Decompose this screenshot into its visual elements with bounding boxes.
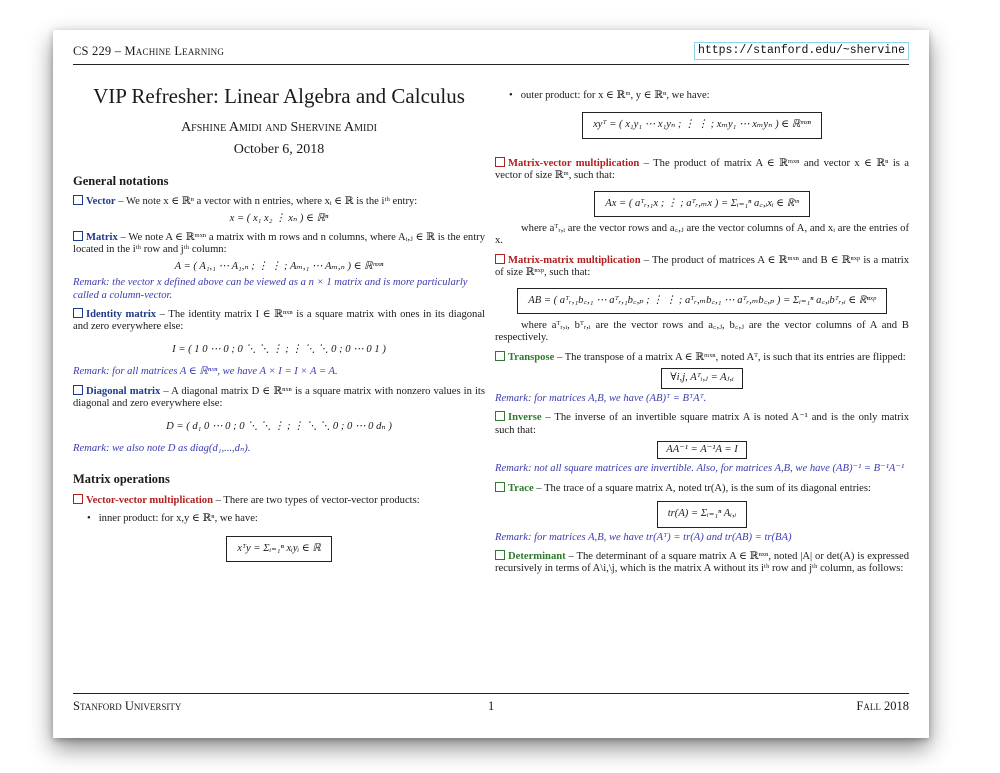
trace-definition: Trace – The trace of a square matrix A, noted tr(A), is the sum of its diagonal entries: [495,482,909,495]
document-authors: Afshine Amidi and Shervine Amidi [181,120,377,135]
mm-keyword: Matrix-matrix multiplication [495,255,641,266]
trace-equation: tr(A) = Σᵢ₌₁ⁿ Aᵢ,ᵢ [657,501,748,527]
identity-remark: Remark: for all matrices A ∈ ℝⁿˣⁿ, we have A × I = I × A = A. [73,366,338,378]
trace-remark: Remark: for matrices A,B, we have tr(Aᵀ) = tr(A) and tr(AB) = tr(BA) [495,531,792,543]
document-title: VIP Refresher: Linear Algebra and Calculus [93,84,465,108]
diagonal-definition: Diagonal matrix – A diagonal matrix D ∈ ℝⁿˣⁿ is a square matrix with nonzero values in its diagonal and zero everywhere else: [73,385,485,410]
mv-equation: Ax = ( aᵀᵣ,₁x ; ⋮ ; aᵀᵣ,ₘx ) = Σᵢ₌₁ⁿ a꜀,ᵢxᵢ ∈ ℝᵐ [594,191,810,217]
header-course: CS 229 – Machine Learning [73,44,225,58]
identity-definition: Identity matrix – The identity matrix I ∈ ℝⁿˣⁿ is a square matrix with ones in its diagonal and zero everywhere else: [73,309,485,333]
footer-rule [73,693,909,694]
inverse-keyword: Inverse [495,412,542,423]
transpose-equation: ∀i,j, Aᵀᵢ,ⱼ = Aⱼ,ᵢ [661,368,743,388]
matrix-equation: A = ( A₁,₁ ⋯ A₁,ₙ ; ⋮ ⋮ ; Aₘ,₁ ⋯ Aₘ,ₙ ) ∈ ℝᵐˣⁿ [174,260,384,272]
vector-equation: x = ( x₁ x₂ ⋮ xₙ ) ∈ ℝⁿ [229,212,329,224]
outer-product-item: • outer product: for x ∈ ℝᵐ, y ∈ ℝⁿ, we have: [509,90,909,102]
checkbox-icon [495,351,505,361]
running-header [73,42,909,62]
checkbox-icon [73,494,83,504]
mm-equation: AB = ( aᵀᵣ,₁b꜀,₁ ⋯ aᵀᵣ,₁b꜀,ₚ ; ⋮ ⋮ ; aᵀᵣ,ₘb꜀,₁ ⋯ aᵀᵣ,ₘb꜀,ₚ ) = Σᵢ₌₁ⁿ a꜀,ᵢbᵀᵣ,ᵢ ∈ ℝⁿˣᵖ [517,288,887,314]
transpose-keyword: Transpose [495,352,554,363]
section-matrix-operations: Matrix operations [73,472,170,487]
matrix-keyword: Matrix [73,232,118,243]
header-topic: Machine Learning [124,44,225,58]
identity-equation: I = ( 1 0 ⋯ 0 ; 0 ⋱ ⋱ ⋮ ; ⋮ ⋱ ⋱ 0 ; 0 ⋯ 0 1 ) [172,343,386,355]
checkbox-icon [495,157,505,167]
footer-term: Fall 2018 [856,699,909,713]
vector-keyword: Vector [73,196,116,207]
mv-equation-wrap [495,191,909,217]
mm-where: where aᵀᵣ,ᵢ, bᵀᵣ,ᵢ are the vector rows and a꜀,ⱼ, b꜀,ⱼ are the vector columns of A and B respectively. [495,320,909,344]
trace-equation-wrap [495,501,909,527]
transpose-equation-wrap [495,368,909,388]
diagonal-keyword: Diagonal matrix [73,386,160,397]
matrix-definition: Matrix – We note A ∈ ℝᵐˣⁿ a matrix with m rows and n columns, where Aᵢ,ⱼ ∈ ℝ is the entry located in the iᵗʰ row and jᵗʰ column: [73,232,485,256]
inner-product-equation-wrap [73,536,485,562]
matrix-remark: Remark: the vector x defined above can be viewed as a n × 1 matrix and is more particularly called a column-vector. [73,277,468,301]
footer-institution: Stanford University [73,699,182,713]
page-number: 1 [488,699,495,713]
inverse-equation-wrap [495,441,909,459]
determinant-keyword: Determinant [495,551,566,562]
checkbox-icon [495,411,505,421]
outer-product-equation: xyᵀ = ( x₁y₁ ⋯ x₁yₙ ; ⋮ ⋮ ; xₘy₁ ⋯ xₘyₙ ) ∈ ℝᵐˣⁿ [582,112,822,138]
diagonal-equation: D = ( d₁ 0 ⋯ 0 ; 0 ⋱ ⋱ ⋮ ; ⋮ ⋱ ⋱ 0 ; 0 ⋯ 0 dₙ ) [166,420,392,432]
vv-keyword: Vector-vector multiplication [73,495,213,506]
checkbox-icon [495,482,505,492]
inner-product-equation: xᵀy = Σᵢ₌₁ⁿ xᵢyᵢ ∈ ℝ [226,536,331,562]
right-column [495,72,909,576]
diagonal-remark: Remark: we also note D as diag(d₁,...,dₙ). [73,442,251,454]
section-general-notations: General notations [73,173,169,188]
inverse-remark: Remark: not all square matrices are invertible. Also, for matrices A,B, we have (AB)⁻¹ = B⁻¹A⁻¹ [495,463,905,475]
transpose-remark: Remark: for matrices A,B, we have (AB)ᵀ = BᵀAᵀ. [495,392,707,404]
trace-keyword: Trace [495,483,534,494]
checkbox-icon [73,195,83,205]
inverse-definition: Inverse – The inverse of an invertible square matrix A is noted A⁻¹ and is the only matrix such that: [495,412,909,436]
transpose-definition: Transpose – The transpose of a matrix A ∈ ℝᵐˣⁿ, noted Aᵀ, is such that its entries are flipped: [495,351,909,364]
determinant-definition: Determinant – The determinant of a square matrix A ∈ ℝⁿˣⁿ, noted |A| or det(A) is expressed recursively in terms of A\i,\j, which is the matrix A without its iᵗʰ row and jᵗʰ column, as follows: [495,550,909,575]
mv-definition: Matrix-vector multiplication – The product of matrix A ∈ ℝᵐˣⁿ and vector x ∈ ℝⁿ is a vector of size ℝᵐ, such that: [495,157,910,182]
identity-keyword: Identity matrix [73,309,156,320]
mm-definition: Matrix-matrix multiplication – The product of matrices A ∈ ℝᵐˣⁿ and B ∈ ℝⁿˣᵖ is a matrix of size ℝⁿˣᵖ, such that: [495,254,909,279]
checkbox-icon [73,308,83,318]
checkbox-icon [73,231,83,241]
vv-definition: Vector-vector multiplication – There are two types of vector-vector products: [73,494,485,507]
mv-keyword: Matrix-vector multiplication [495,158,639,169]
header-rule [73,64,909,65]
left-column [73,72,485,566]
inverse-equation: AA⁻¹ = A⁻¹A = I [657,441,746,459]
outer-product-equation-wrap [495,112,909,138]
inner-product-item: • inner product: for x,y ∈ ℝⁿ, we have: [87,513,485,525]
mv-where: where aᵀᵣ,ᵢ are the vector rows and a꜀,ⱼ are the vector columns of A, and xᵢ are the entries of x. [495,223,909,247]
header-url-link[interactable]: https://stanford.edu/~shervine [694,42,909,60]
checkbox-icon [495,550,505,560]
checkbox-icon [495,254,505,264]
document-date: October 6, 2018 [233,142,325,158]
vector-definition: Vector – We note x ∈ ℝⁿ a vector with n entries, where xᵢ ∈ ℝ is the iᵗʰ entry: [73,195,485,208]
mm-equation-wrap [495,288,909,314]
checkbox-icon [73,385,83,395]
document-page [53,30,929,738]
